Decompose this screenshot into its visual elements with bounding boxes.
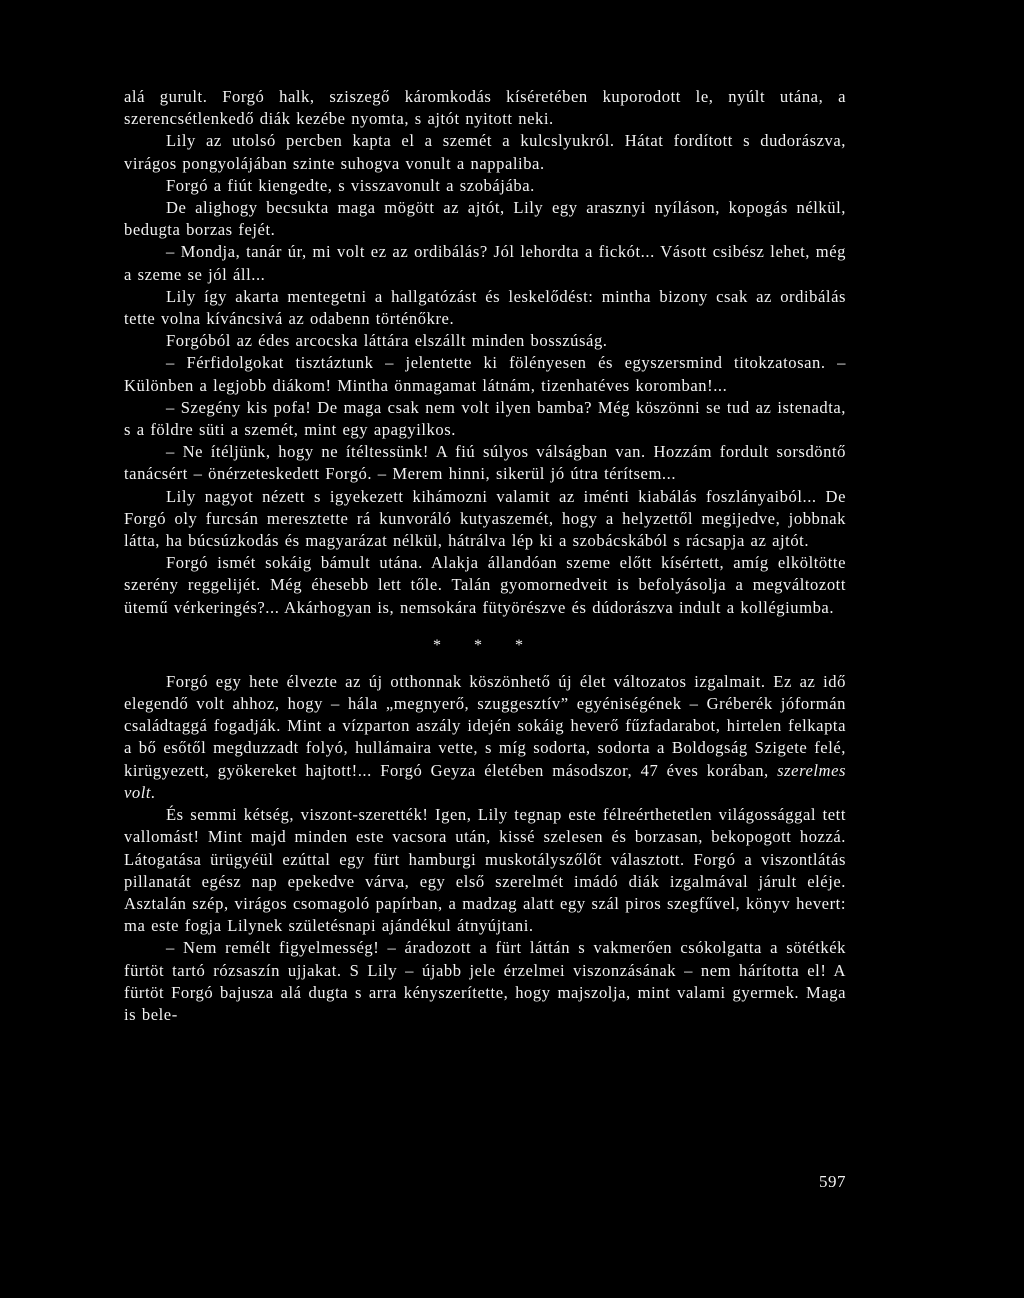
paragraph: alá gurult. Forgó halk, sziszegő káromkodás kíséretében kuporodott le, nyúlt utána, a szerencsétlenkedő diák kezébe nyomta, s ajtót nyitott neki. bbox=[124, 87, 846, 129]
paragraph: Forgó a fiút kiengedte, s visszavonult a szobájába. bbox=[166, 175, 535, 195]
paragraph: És semmi kétség, viszont-szerették! Igen, Lily tegnap este félreérthetetlen világossággal tett vallomást! Mint majd minden este vacsora után, kissé szelesen és borzasan, bekopogott hozzá. Látogatása ürügyéül ezúttal egy fürt hamburgi muskotályszőlőt választott. Forgó a viszontlátás pillanatát egész nap epekedve várva, egy első szerelmét imádó diák izgalmával járult eléje. Asztalán szép, virágos csomagoló papírban, a madzag alatt egy szál piros szegfűvel, könyv hevert: ma este fogja Lilynek születésnapi ajándékul átnyújtani. bbox=[124, 805, 846, 936]
paragraph: Lily az utolsó percben kapta el a szemét a kulcslyukról. Hátat fordított s dudorászva, virágos pongyolájában szinte suhogva vonult a nappaliba. bbox=[124, 131, 846, 173]
paragraph: Forgóból az édes arcocska láttára elszállt minden bosszúság. bbox=[166, 331, 608, 351]
section-separator: * * * bbox=[433, 636, 537, 654]
paragraph: Forgó ismét sokáig bámult utána. Alakja állandóan szeme előtt kísértett, amíg elköltötte szerény reggelijét. Még éhesebb lett tőle. Talán gyomornedveit is befolyásolja a megváltozott ütemű vérkeringés?... Akárhogyan is, nemsokára fütyörészve és dúdorászva indult a kollégiumba. bbox=[124, 553, 846, 617]
dialogue-paragraph: – Ne ítéljünk, hogy ne ítéltessünk! A fiú súlyos válságban van. Hozzám fordult sorsdöntő tanácsért – önérzeteskedett Forgó. – Merem hinni, sikerül jó útra térítsem... bbox=[124, 442, 846, 484]
paragraph-text: Forgó egy hete élvezte az új otthonnak köszönhető új élet változatos izgalmait. Ez az idő elegendő volt ahhoz, hogy – hála „megnyerő, szuggesztív” egyéniségének – Gréberék jóformán családtaggá fogadják. Mint a vízparton aszály idején sokáig heverő fűzfadarabot, hirtelen felkapta a bő esőtől megduzzadt folyó, hullámaira vette, s míg sodorta, sodorta a Boldogság Szigete felé, kirügyezett, gyökereket hajtott!... Forgó Geyza életében másodszor, 47 éves korában, bbox=[124, 671, 846, 780]
italic-phrase: szerelmes volt. bbox=[124, 760, 846, 802]
paragraph: Lily nagyot nézett s igyekezett kihámozni valamit az iménti kiabálás foszlányaiból... De Forgó oly furcsán meresztette rá kunvoráló kutyaszemét, hogy a helyzettől megijedve, jobbnak látta, ha búcsúzkodás és magyarázat nélkül, hátrálva lép ki a szobácskából s rácsapja az ajtót. bbox=[124, 486, 846, 551]
dialogue-paragraph: – Mondja, tanár úr, mi volt ez az ordibálás? Jól lehordta a fickót... Vásott csibész lehet, még a szeme se jól áll... bbox=[124, 242, 846, 284]
page-number: 597 bbox=[819, 1172, 846, 1191]
paragraph bbox=[124, 671, 846, 804]
page-body-text bbox=[124, 86, 846, 1026]
paragraph: Lily így akarta mentegetni a hallgatózást és leskelődést: mintha bizony csak az ordibálás tette volna kíváncsivá az odabenn történőkre. bbox=[124, 286, 846, 329]
dialogue-paragraph: – Szegény kis pofa! De maga csak nem volt ilyen bamba? Még köszönni se tud az istenadta, s a földre süti a szemét, mint egy apagyilkos. bbox=[124, 397, 846, 440]
dialogue-paragraph: – Nem remélt figyelmesség! – áradozott a fürt láttán s vakmerően csókolgatta a sötétkék fürtöt tartó rózsaszín ujjakat. S Lily – újabb jele érzelmei viszonzásának – nem hárította el! A fürtöt Forgó bajusza alá dugta s arra kényszerítette, hogy majszolja, mint valami gyermek. Maga is bele- bbox=[124, 938, 846, 1024]
dialogue-paragraph: – Férfidolgokat tisztáztunk – jelentette ki fölényesen és egyszersmind titokzatosan. – Különben a legjobb diákom! Mintha önmagamat látnám, tizenhatéves koromban!... bbox=[124, 353, 846, 395]
paragraph: De alighogy becsukta maga mögött az ajtót, Lily egy arasznyi nyíláson, kopogás nélkül, bedugta borzas fejét. bbox=[124, 198, 846, 240]
